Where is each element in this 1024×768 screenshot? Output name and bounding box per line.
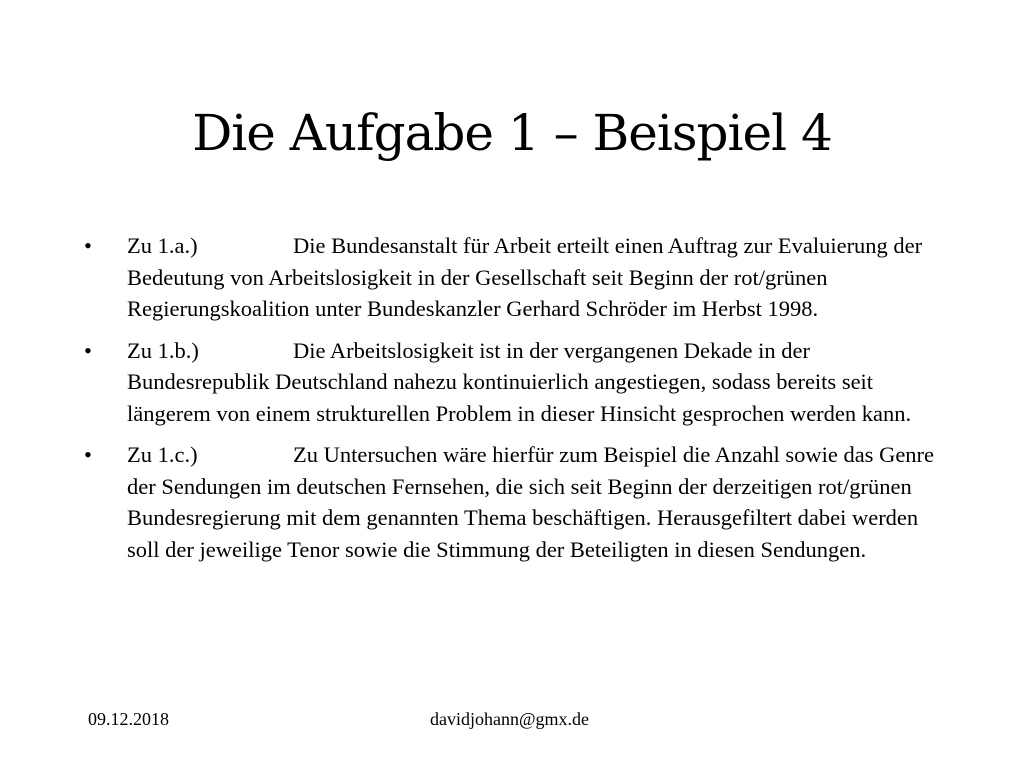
bullet-label: Zu 1.c.) [127,442,198,467]
bullet-list [84,230,944,575]
bullet-label: Zu 1.a.) [127,233,198,258]
bullet-marker: • [84,337,92,363]
bullet-item-1a [84,230,944,325]
bullet-text: Die Arbeitslosigkeit ist in der vergangenen Dekade in der Bundesrepublik Deutschland nahezu kontinuierlich angestiegen, sodass bereits seit längerem von einem strukturellen Problem in dieser Hinsicht gesprochen werden kann. [127,337,912,426]
bullet-item-1b [84,335,944,430]
bullet-item-1c [84,439,944,565]
bullet-marker: • [84,442,92,467]
bullet-marker: • [84,233,92,258]
footer-email: davidjohann@gmx.de [430,709,590,729]
bullet-text: Zu Untersuchen wäre hierfür zum Beispiel die Anzahl sowie das Genre der Sendungen im deutschen Fernsehen, die sich seit Beginn der derzeitigen rot/grünen Bundesregierung mit dem genannten Thema beschäftigen. Herausgefiltert dabei werden soll der jeweilige Tenor sowie die Stimmung der Beteiligten in diesen Sendungen. [127,442,935,562]
footer-date: 09.12.2018 [88,709,169,729]
slide-title: Die Aufgabe 1 – Beispiel 4 [192,104,832,162]
bullet-label: Zu 1.b.) [127,337,199,363]
bullet-text: Die Bundesanstalt für Arbeit erteilt einen Auftrag zur Evaluierung der Bedeutung von Arbeitslosigkeit in der Gesellschaft seit Beginn der rot/grünen Regierungskoalition unter Bundeskanzler Gerhard Schröder im Herbst 1998. [127,233,923,321]
